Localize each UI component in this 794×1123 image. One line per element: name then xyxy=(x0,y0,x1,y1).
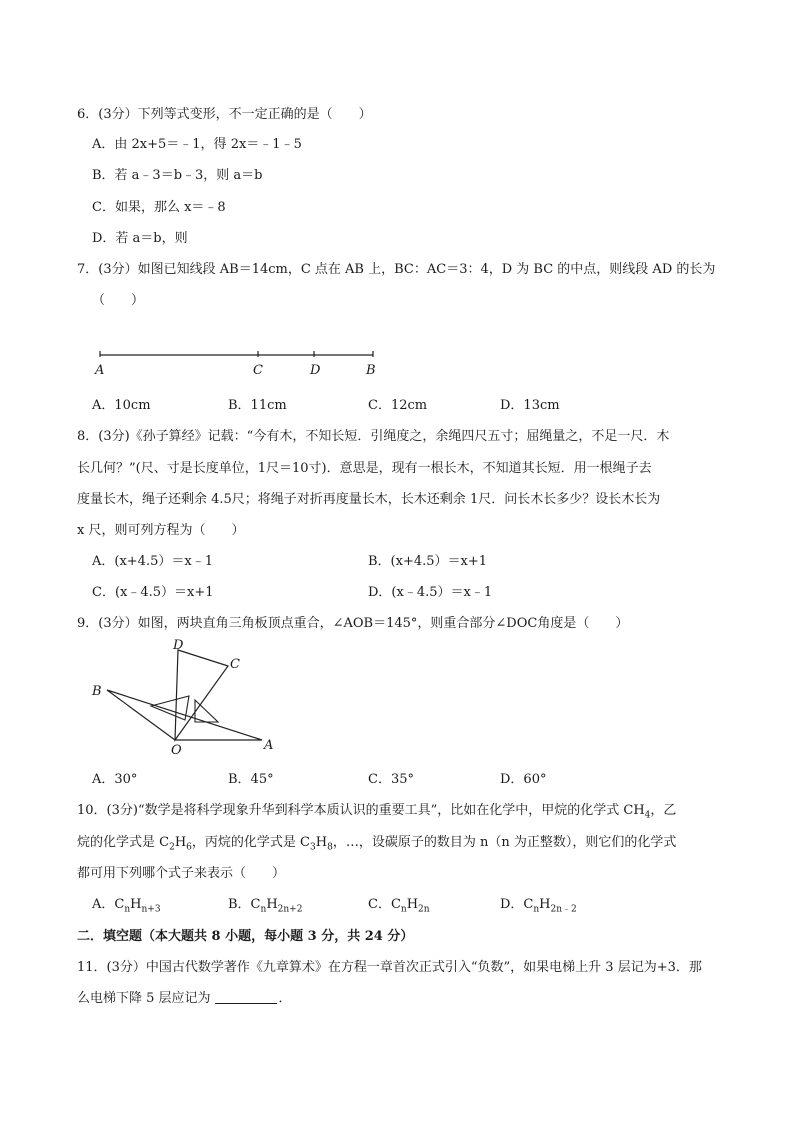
q10-text-e: ，…，设碳原子的数目为 n（n 为正整数），则它们的化学式 xyxy=(332,835,677,850)
q6-option-a: A．由 2x+5＝﹣1，得 2x＝﹣1﹣5 xyxy=(92,137,302,152)
q8-option-b: B．(x+4.5）＝x+1 xyxy=(368,554,488,569)
label-a: A xyxy=(95,363,105,378)
q7-line-segment-figure xyxy=(90,345,390,379)
label-b: B xyxy=(92,684,102,699)
q10-a-sub1: n xyxy=(124,904,131,915)
q11-period: ． xyxy=(278,991,292,1006)
q8-line-4: x 尺，则可列方程为（ ） xyxy=(77,523,245,538)
q10-b-sub2: 2n+2 xyxy=(277,904,303,915)
q9-option-d: D．60° xyxy=(500,772,547,787)
q10-c-sub2: 2n xyxy=(418,904,430,915)
q9-option-a: A．30° xyxy=(92,772,138,787)
q10-text-c: ，丙烷的化学式是 C xyxy=(191,835,310,850)
q8-line-2: 长几何？”(尺、寸是长度单位，1尺＝10寸)．意思是，现有一根长木，不知道其长短．用一根绳子去 xyxy=(77,461,652,476)
q8-line-3: 度量长木，绳子还剩余 4.5尺；将绳子对折再度量长木，长木还剩余 1尺．问长木长多少？设长木长为 xyxy=(77,492,661,507)
label-d: D xyxy=(310,363,321,378)
q10-sub-1: 2 xyxy=(169,842,175,853)
inner-triangle-right xyxy=(195,700,218,722)
label-o: O xyxy=(171,743,182,758)
q10-c-pre: C．C xyxy=(368,897,401,912)
label-b: B xyxy=(366,363,376,378)
q10-option-c xyxy=(368,893,430,915)
q10-line-2 xyxy=(77,831,676,853)
q9-option-c: C．35° xyxy=(368,772,414,787)
label-d: D xyxy=(173,638,184,653)
q7-option-a: A．10cm xyxy=(92,398,151,413)
label-c: C xyxy=(230,657,240,672)
q6-option-b: B．若 a﹣3＝b﹣3，则 a＝b xyxy=(92,168,263,183)
q9-option-b: B．45° xyxy=(228,772,274,787)
q10-ch4-subscript: 4 xyxy=(644,810,651,821)
q10-a-mid: H xyxy=(130,897,142,912)
q7-option-c: C．12cm xyxy=(368,398,428,413)
q7-option-d: D．13cm xyxy=(500,398,560,413)
q10-line-1 xyxy=(77,799,676,821)
q10-b-pre: B．C xyxy=(228,897,261,912)
q10-option-a xyxy=(92,893,161,915)
q10-text-a: 烷的化学式是 C xyxy=(77,835,170,850)
label-a: A xyxy=(264,738,274,753)
q6-option-d: D．若 a＝b，则 xyxy=(92,231,188,246)
q11-line-2 xyxy=(77,987,292,1006)
q10-d-mid: H xyxy=(539,897,551,912)
q7-option-b: B．11cm xyxy=(228,398,287,413)
q6-stem: 6．(3分）下列等式变形，不一定正确的是（ ） xyxy=(77,107,372,122)
q8-option-a: A．(x+4.5）＝x﹣1 xyxy=(92,554,213,569)
q10-sub-3: 3 xyxy=(310,842,316,853)
q8-option-d: D．(x﹣4.5）＝x﹣1 xyxy=(368,585,493,600)
q6-option-c: C．如果，那么 x＝﹣8 xyxy=(92,200,226,215)
q10-c-sub1: n xyxy=(400,904,407,915)
q10-b-mid: H xyxy=(266,897,278,912)
q9-stem: 9．(3分）如图，两块直角三角板顶点重合，∠AOB＝145°，则重合部分∠DOC角度是（ ） xyxy=(77,616,629,631)
q10-sub-4: 8 xyxy=(327,842,333,853)
q10-option-b xyxy=(228,893,302,915)
q10-option-d xyxy=(500,893,577,915)
q10-line-3: 都可用下列哪个式子来表示（ ） xyxy=(77,866,286,881)
q10-d-sub1: n xyxy=(533,904,540,915)
q7-paren: （ ） xyxy=(92,293,145,308)
q10-text-d: H xyxy=(315,835,328,850)
q9-triangles-figure xyxy=(88,636,288,760)
q10-a-pre: A．C xyxy=(92,897,125,912)
inner-triangle-left xyxy=(151,696,189,720)
q10-text-b: H xyxy=(174,835,187,850)
q11-text: 么电梯下降 5 层应记为 xyxy=(77,991,211,1006)
q7-stem: 7．(3分）如图已知线段 AB＝14cm，C 点在 AB 上，BC：AC＝3：4，D 为 BC 的中点，则线段 AD 的长为 xyxy=(77,262,716,277)
q10-sub-2: 6 xyxy=(186,842,192,853)
q10-d-pre: D．C xyxy=(500,897,534,912)
q10-d-sub2: 2n﹣2 xyxy=(550,904,577,915)
q8-line-1: 8．(3分)《孙子算经》记载：“今有木，不知长短．引绳度之，余绳四尺五寸；屈绳量之，不足一尺．木 xyxy=(77,429,670,444)
q10-line-1-end: ，乙 xyxy=(650,803,677,818)
q10-b-sub1: n xyxy=(260,904,267,915)
answer-blank[interactable] xyxy=(215,991,277,1004)
q10-c-mid: H xyxy=(406,897,419,912)
label-c: C xyxy=(253,363,263,378)
q10-line-1-text: 10．(3分)“数学是将科学现象升华到科学本质认识的重要工具”，比如在化学中，甲烷的化学式 CH xyxy=(77,803,645,818)
q10-a-sub2: n+3 xyxy=(141,904,161,915)
q11-line-1: 11．(3分）中国古代数学著作《九章算术》在方程一章首次正式引入“负数”，如果电梯上升 3 层记为+3．那 xyxy=(77,960,702,975)
q8-option-c: C．(x﹣4.5）＝x+1 xyxy=(92,585,214,600)
section-2-heading: 二．填空题（本大题共 8 小题，每小题 3 分，共 24 分） xyxy=(77,929,414,944)
